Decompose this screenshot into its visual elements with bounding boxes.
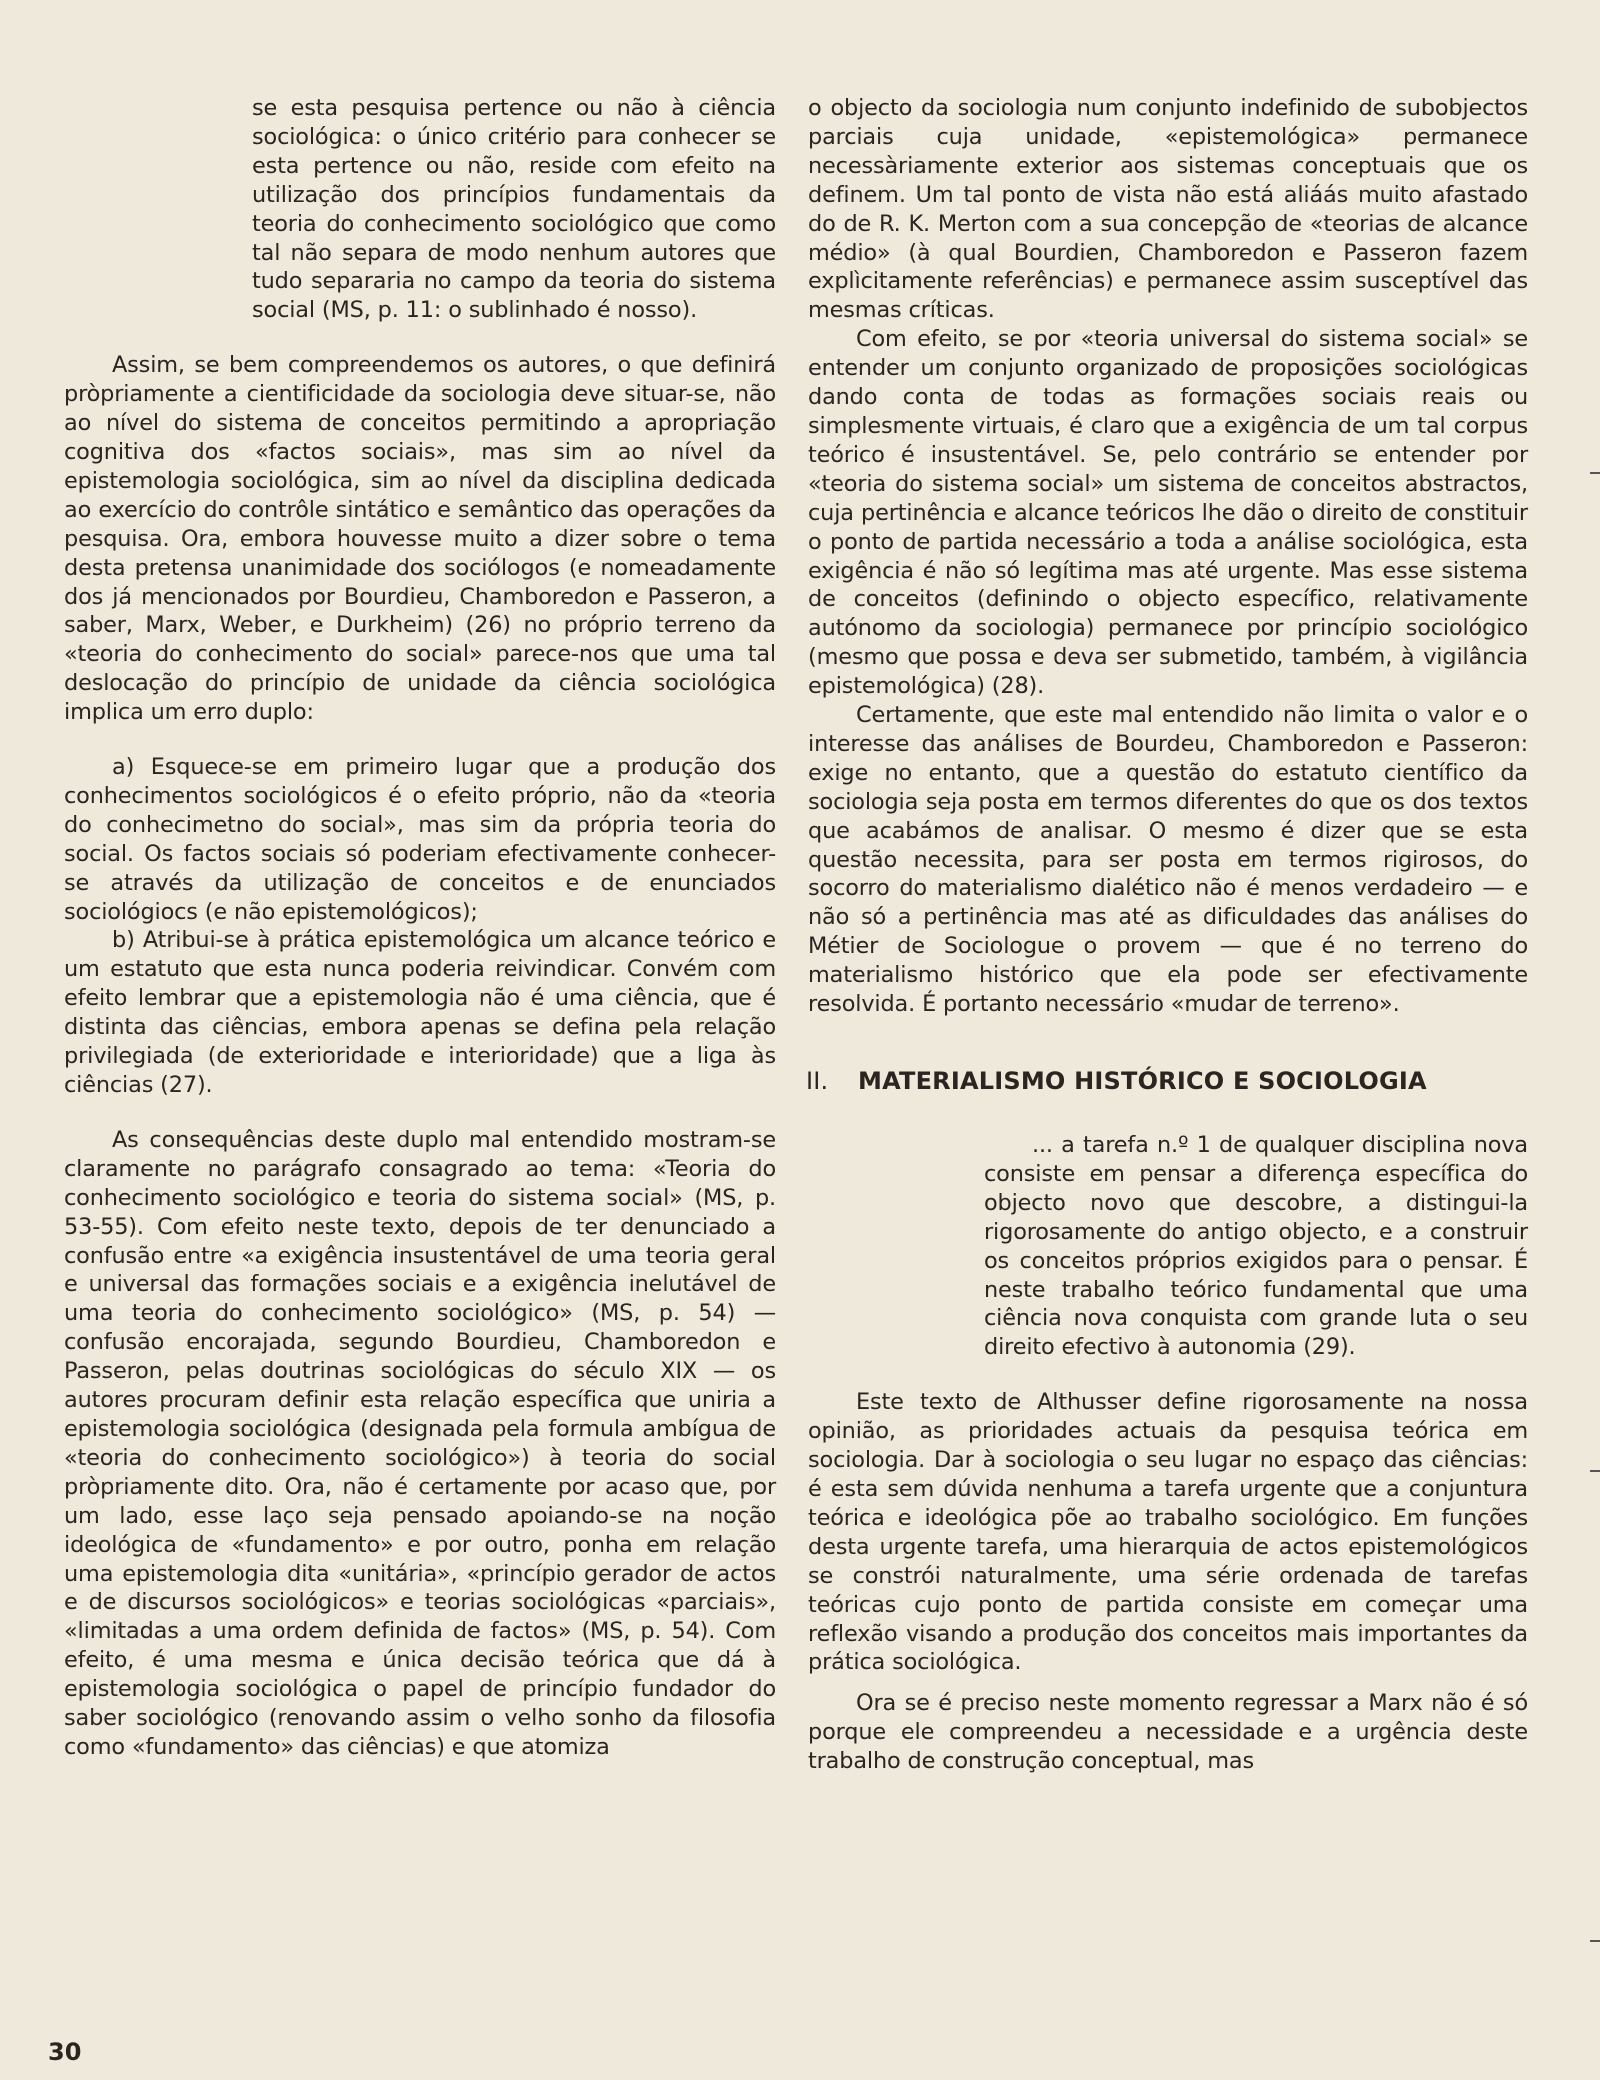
althusser-quote: ... a tarefa n.º 1 de qualquer disciplina nova consiste em pensar a diferença específica do objecto novo que descobre, a distingui-la rigorosamente do antigo objecto, e a construir os conceitos próprios exigidos para o pensar. É neste trabalho teórico fundamental que uma ciência nova conquista com grande luta o seu direito efectivo à autonomia (29).: [984, 1132, 1528, 1361]
margin-mark: [1590, 1470, 1600, 1472]
section-number: II.: [806, 1067, 829, 1095]
body-paragraph-objecto: o objecto da sociologia num conjunto indefinido de subobjectos parciais cuja unidade, «epistemológica» permanece necessàriamente exterior aos sistemas conceptuais que os definem. Um tal ponto de vista não está aliáás muito afastado do de R. K. Merton com a sua concepção de «teorias de alcance médio» (à qual Bourdien, Chamboredon e Passeron fazem explìcitamente referências) e permanece assim susceptível das mesmas críticas.: [808, 95, 1528, 324]
body-paragraph-consequencias: As consequências deste duplo mal entendido mostram-se claramente no parágrafo consagrado ao tema: «Teoria do conhecimento sociológico e teoria do sistema social» (MS, p. 53-55). Com efeito neste texto, depois de ter denunciado a confusão entre «a exigência insustentável de uma teoria geral e universal das formações sociais e a exigência inelutável de uma teoria do conhecimento sociológico» (MS, p. 54) — confusão encorajada, segundo Bourdieu, Chamboredon e Passeron, pelas doutrinas sociológicas do século XIX — os autores procuram definir esta relação específica que uniria a epistemologia sociológica (designada pela formula ambígua de «teoria do conhecimento sociológico») à teoria do social pròpriamente dito. Ora, não é certamente por acaso que, por um lado, esse laço seja pensado apoiando-se na noção ideológica de «fundamento» e por outro, ponha em relação uma epistemologia dita «unitária», «princípio gerador de actos e de discursos sociológicos» e teorias sociológicas «parciais», «limitadas a uma ordem definida de factos» (MS, p. 54). Com efeito, é uma mesma e única decisão teórica que dá à epistemologia sociológica o papel de princípio fundador do saber sociológico (renovando assim o velho sonho da filosofia como «fundamento» das ciências) e que atomiza: [64, 1126, 776, 1760]
body-paragraph-assim: Assim, se bem compreendemos os autores, o que definirá pròpriamente a cientificidade da sociologia deve situar-se, não ao nível do sistema de conceitos permitindo a apropriação cognitiva dos «factos sociais», mas sim ao nível da epistemologia sociológica, sim ao nível da disciplina dedicada ao exercício do contrôle sintático e semântico das operações da pesquisa. Ora, embora houvesse muito a dizer sobre o tema desta pretensa unanimidade dos sociólogos (e nomeadamente dos já mencionados por Bourdieu, Chamboredon e Passeron, a saber, Marx, Weber, e Durkheim) (26) no próprio terreno da «teoria do conhecimento do social» parece-nos que uma tal deslocação do princípio de unidade da ciência sociológica implica um erro duplo:: [64, 352, 776, 726]
list-item-b: b) Atribui-se à prática epistemológica um alcance teórico e um estatuto que esta nunca poderia reivindicar. Convém com efeito lembrar que a epistemologia não é uma ciência, que é distinta das ciências, embora apenas se defina pela relação privilegiada (de exterioridade e interioridade) que a liga às ciências (27).: [64, 927, 776, 1098]
right-column: [808, 94, 1528, 1776]
margin-mark: [1590, 1940, 1600, 1942]
body-paragraph-marx: Ora se é preciso neste momento regressar a Marx não é só porque ele compreendeu a necessidade e a urgência deste trabalho de construção conceptual, mas: [808, 1690, 1528, 1775]
body-paragraph-althusser: Este texto de Althusser define rigorosamente na nossa opinião, as prioridades actuais da pesquisa teórica em sociologia. Dar à sociologia o seu lugar no espaço das ciências: é esta sem dúvida nenhuma a tarefa urgente que a conjuntura teórica e ideológica põe ao trabalho sociológico. Em funções desta urgente tarefa, uma hierarquia de actos epistemológicos se constrói naturalmente, uma série ordenada de tarefas teóricas cujo ponto de partida consiste em começar uma reflexão visando a produção dos conceitos mais importantes da prática sociológica.: [808, 1389, 1528, 1676]
left-column: [64, 94, 776, 1762]
section-title: MATERIALISMO HISTÓRICO E SOCIOLOGIA: [858, 1067, 1427, 1095]
page-number: 30: [48, 2038, 82, 2066]
section-heading: [806, 1067, 1528, 1095]
quote-continuation-paragraph: se esta pesquisa pertence ou não à ciência sociológica: o único critério para conhecer se esta pertence ou não, reside com efeito na utilização dos princípios fundamentais da teoria do conhecimento sociológico que como tal não separa de modo nenhum autores que tudo separaria no campo da teoria do sistema social (MS, p. 11: o sublinhado é nosso).: [252, 95, 776, 324]
body-paragraph-certamente: Certamente, que este mal entendido não limita o valor e o interesse das análises de Bourdeu, Chamboredon e Passeron: exige no entanto, que a questão do estatuto científico da sociologia seja posta em termos diferentes do que os dos textos que acabámos de analisar. O mesmo é dizer que se esta questão necessita, para ser posta em termos rigirosos, do socorro do materialismo dialético não é menos verdadeiro — e não só a pertinência mas até as dificuldades das análises do Métier de Sociologue o provem — que é no terreno do materialismo histórico que ela pode ser efectivamente resolvida. É portanto necessário «mudar de terreno».: [808, 702, 1528, 1018]
margin-mark: [1590, 472, 1600, 474]
body-paragraph-com-efeito: Com efeito, se por «teoria universal do sistema social» se entender um conjunto organizado de proposições sociológicas dando conta de todas as formações sociais reais ou simplesmente virtuais, é claro que a exigência de um tal corpus teórico é insustentável. Se, pelo contrário se entender por «teoria do sistema social» um sistema de conceitos abstractos, cuja pertinência e alcance teóricos lhe dão o direito de constituir o ponto de partida necessário a toda a análise sociológica, esta exigência é não só legítima mas até urgente. Mas esse sistema de conceitos (definindo o objecto específico, relativamente autónomo da sociologia) permanece por princípio sociológico (mesmo que possa e deva ser submetido, também, à vigilância epistemológica) (28).: [808, 326, 1528, 700]
list-item-a: a) Esquece-se em primeiro lugar que a produção dos conhecimentos sociológicos é o efeito próprio, não da «teoria do conhecimetno do social», mas sim da própria teoria do social. Os factos sociais só poderiam efectivamente conhecer-se através da utilização de conceitos e de enunciados sociológiocs (e não epistemológicos);: [64, 754, 776, 925]
